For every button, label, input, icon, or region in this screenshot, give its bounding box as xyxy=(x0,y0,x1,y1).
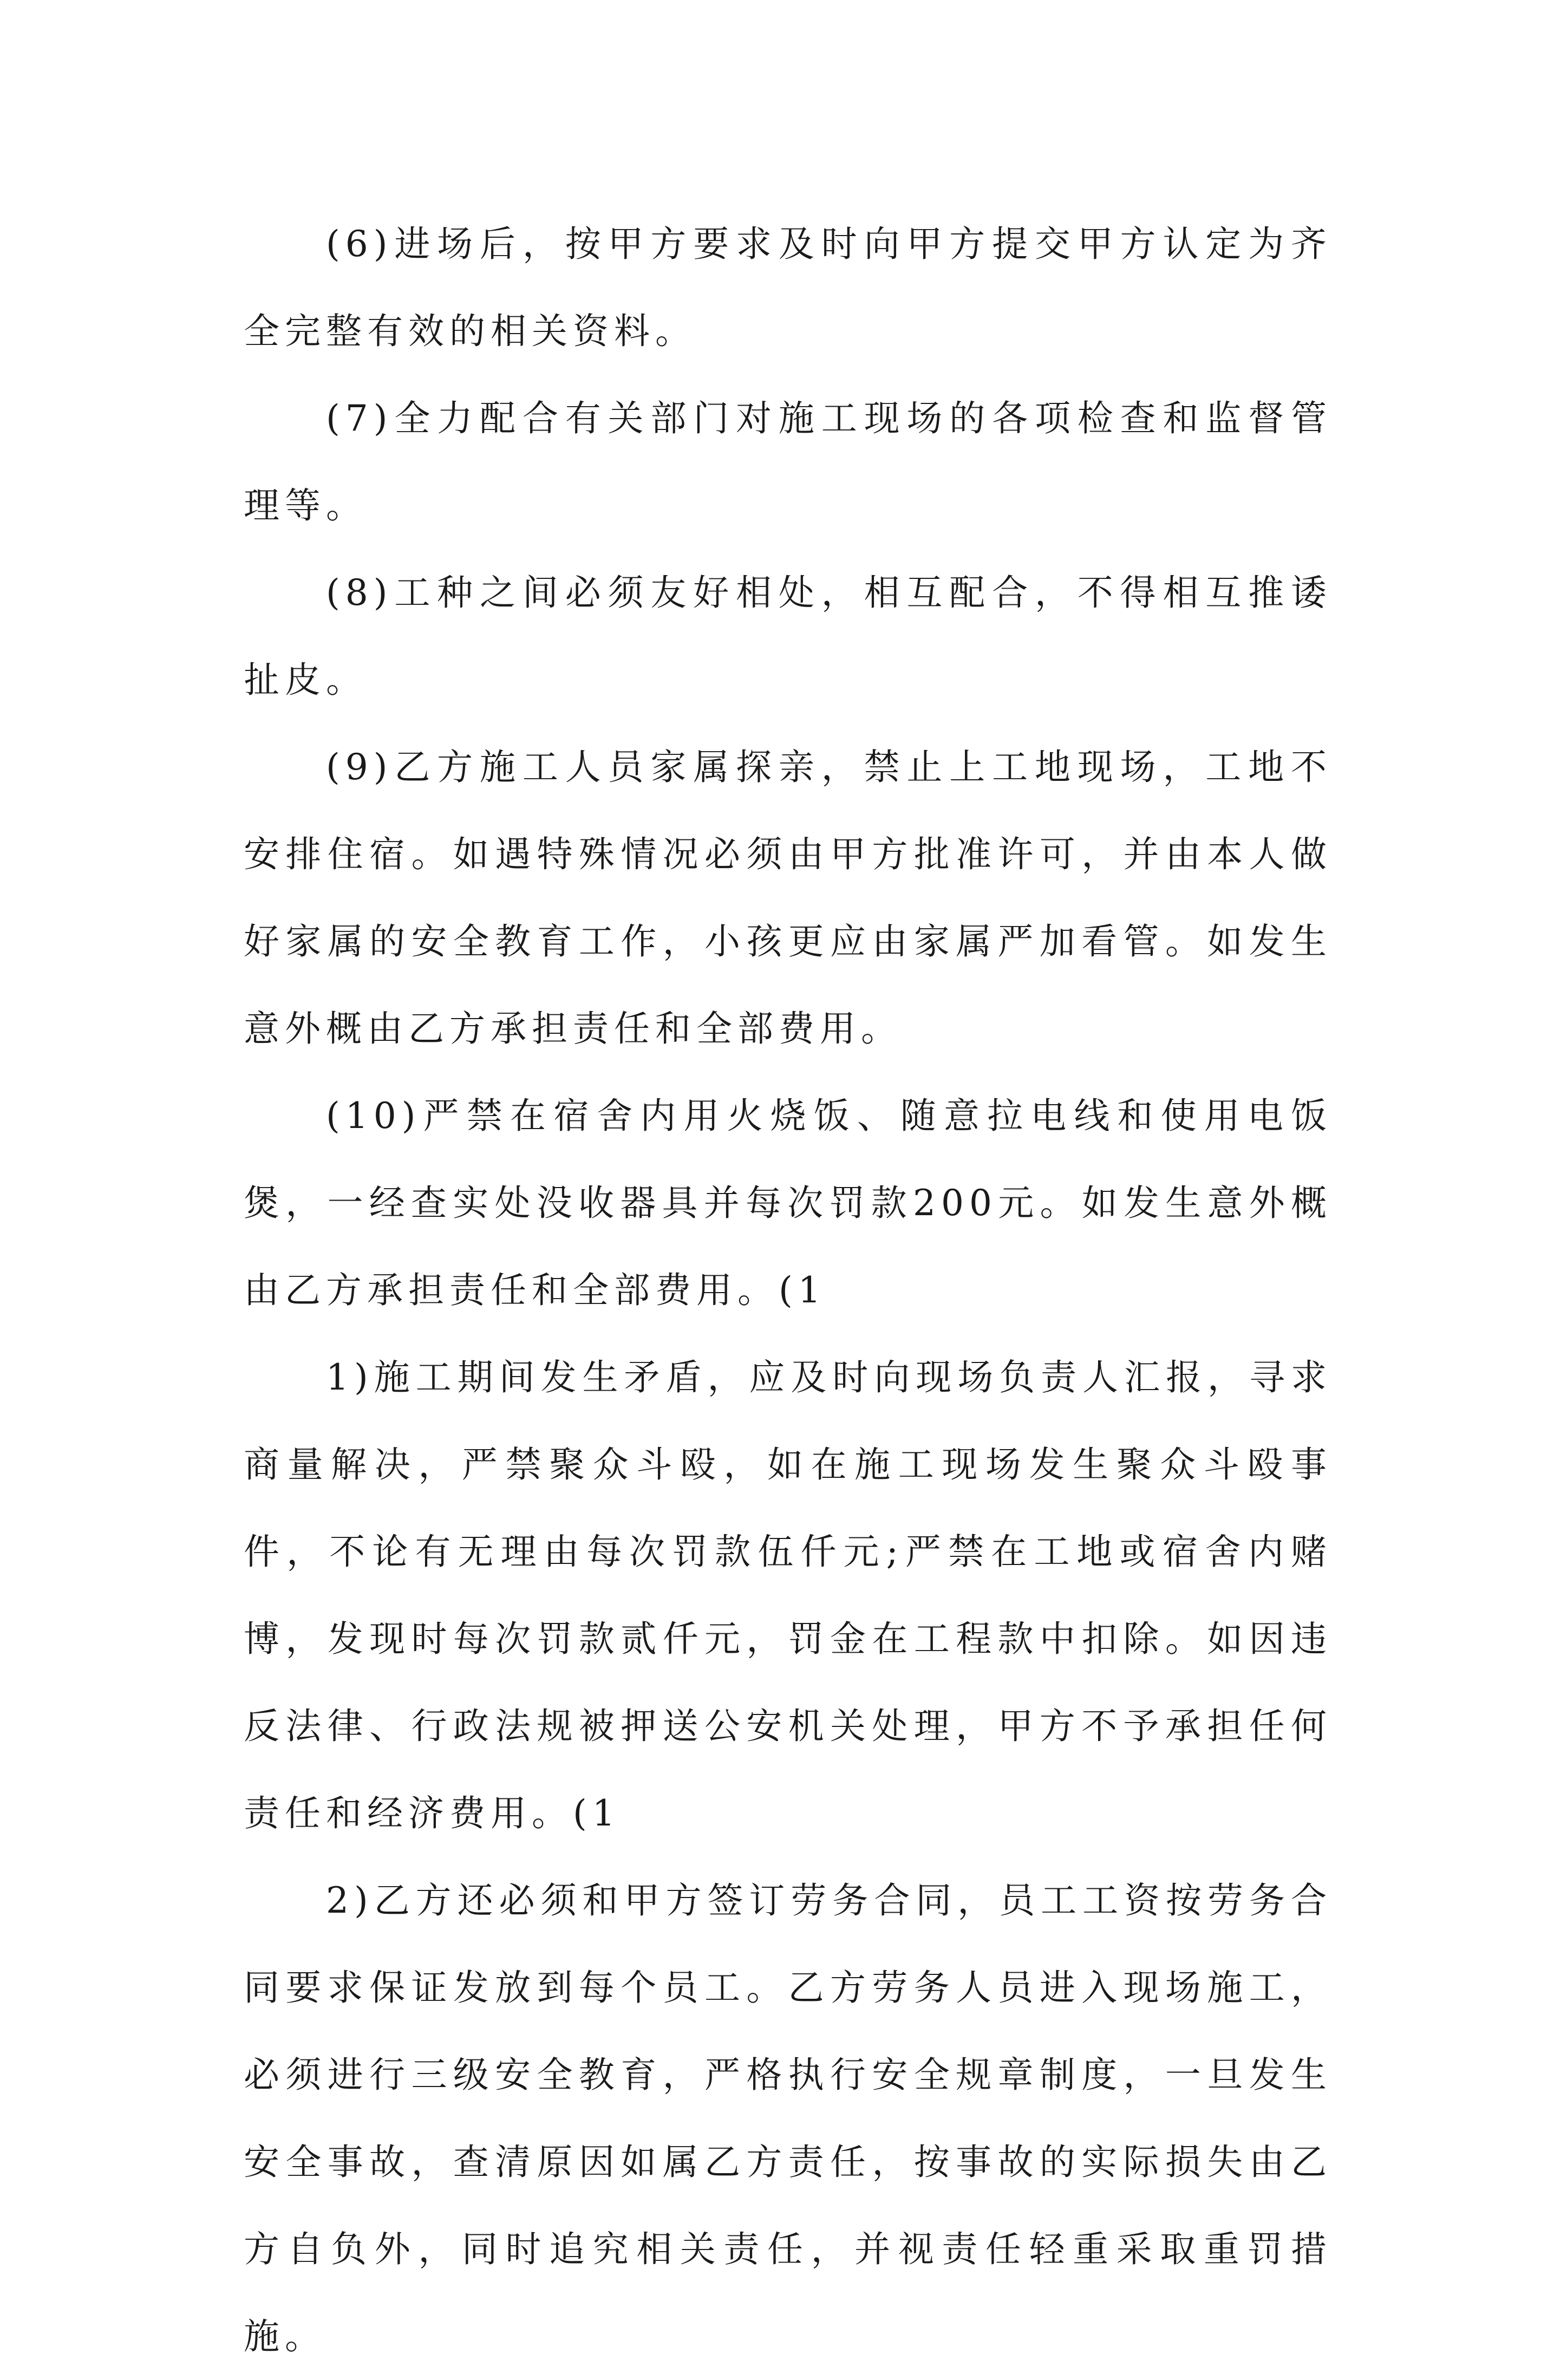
paragraph-8: (8)工种之间必须友好相处，相互配合，不得相互推诿扯皮。 xyxy=(244,572,1332,701)
paragraph-6: (6)进场后，按甲方要求及时向甲方提交甲方认定为齐全完整有效的相关资料。 xyxy=(244,223,1332,352)
paragraph-9: (9)乙方施工人员家属探亲，禁止上工地现场，工地不安排住宿。如遇特殊情况必须由甲方批准许可，并由本人做好家属的安全教育工作，小孩更应由家属严加看管。如发生意外概由乙方承担责任和全部费用。 xyxy=(244,746,1332,1049)
paragraph-7: (7)全力配合有关部门对施工现场的各项检查和监督管理等。 xyxy=(244,397,1332,526)
paragraph-10: (10)严禁在宿舍内用火烧饭、随意拉电线和使用电饭煲，一经查实处没收器具并每次罚款200元。如发生意外概由乙方承担责任和全部费用。(1 xyxy=(244,1095,1332,1311)
document-body xyxy=(244,200,1332,2380)
paragraph-12: 2)乙方还必须和甲方签订劳务合同，员工工资按劳务合同要求保证发放到每个员工。乙方劳务人员进入现场施工，必须进行三级安全教育，严格执行安全规章制度，一旦发生安全事故，查清原因如属乙方责任，按事故的实际损失由乙方自负外，同时追究相关责任，并视责任轻重采取重罚措施。 xyxy=(244,1880,1332,2357)
paragraph-11: 1)施工期间发生矛盾，应及时向现场负责人汇报，寻求商量解决，严禁聚众斗殴，如在施工现场发生聚众斗殴事件，不论有无理由每次罚款伍仟元;严禁在工地或宿舍内赌博，发现时每次罚款贰仟元，罚金在工程款中扣除。如因违反法律、行政法规被押送公安机关处理，甲方不予承担任何责任和经济费用。(1 xyxy=(244,1357,1332,1834)
